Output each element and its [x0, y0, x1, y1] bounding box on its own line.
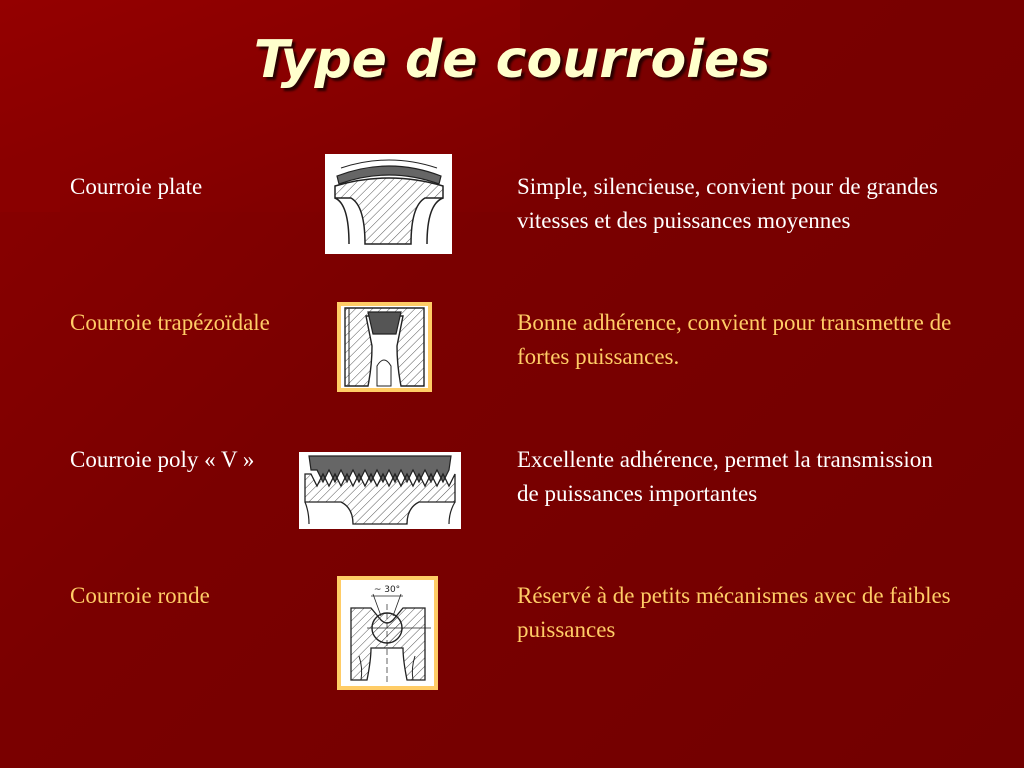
belt-name-v: Courroie trapézoïdale — [70, 310, 270, 335]
slide-title: Type de courroies — [253, 30, 771, 90]
belt-desc-poly-v: Excellente adhérence, permet la transmission de puissances importantes — [517, 447, 933, 506]
flat-belt-cross-section-icon — [325, 154, 452, 254]
poly-v-belt-cross-section-icon — [299, 452, 461, 529]
belt-name-round: Courroie ronde — [70, 583, 210, 608]
belt-name-poly-v: Courroie poly « V » — [70, 447, 255, 472]
background-accent-step — [0, 160, 60, 212]
belt-name-flat: Courroie plate — [70, 174, 203, 199]
belt-desc-flat: Simple, silencieuse, convient pour de grandes vitesses et des puissances moyennes — [517, 174, 938, 233]
v-belt-cross-section-icon — [337, 302, 432, 392]
round-belt-angle-label: ~ 30° — [373, 585, 401, 595]
belt-desc-v: Bonne adhérence, convient pour transmettre de fortes puissances. — [517, 310, 952, 369]
round-belt-cross-section-icon — [337, 576, 438, 690]
belt-desc-round: Réservé à de petits mécanismes avec de faibles puissances — [517, 583, 951, 642]
